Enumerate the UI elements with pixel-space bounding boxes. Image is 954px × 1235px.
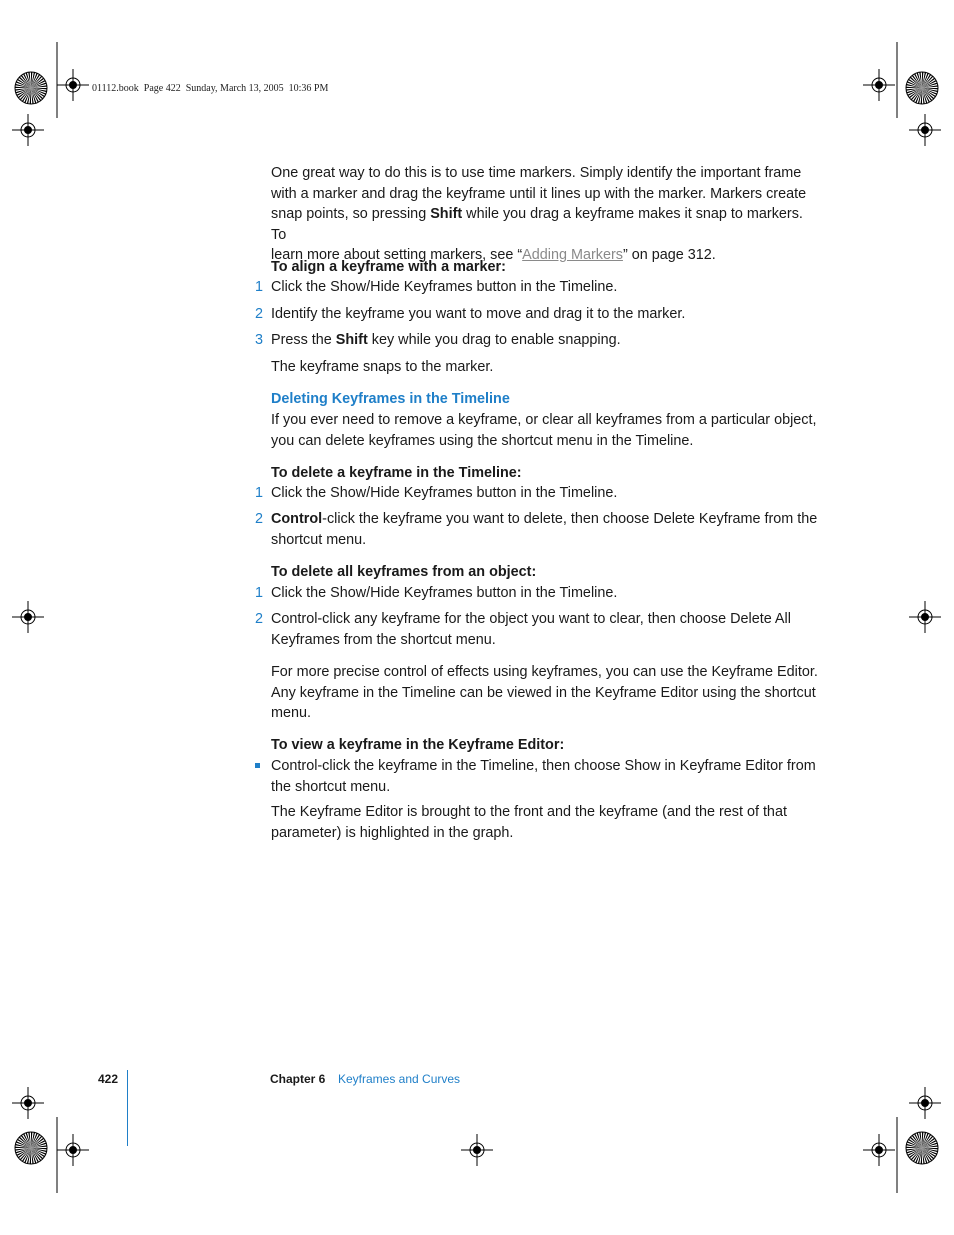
text-line: [271, 509, 821, 530]
starburst-icon: [906, 1132, 938, 1164]
text-line: One great way to do this is to use time markers. Simply identify the important frame: [271, 165, 802, 181]
step-number: 1: [254, 485, 263, 501]
view-heading: To view a keyframe in the Keyframe Editor:: [271, 737, 565, 753]
step-text: Identify the keyframe you want to move and drag it to the marker.: [271, 306, 686, 322]
crosshair-icon: [57, 1134, 89, 1166]
key-name: Shift: [335, 332, 368, 348]
view-result: [271, 802, 821, 843]
step-text: Click the Show/Hide Keyframes button in the Timeline.: [271, 585, 618, 601]
delete-one-step-2: [254, 509, 821, 550]
crosshair-icon: [863, 1134, 895, 1166]
text-span: snap points, so pressing: [271, 206, 431, 222]
text-span: ” on page 312.: [622, 247, 716, 263]
crosshair-icon: [12, 1087, 44, 1119]
delete-one-heading: To delete a keyframe in the Timeline:: [271, 465, 522, 481]
crosshair-icon: [909, 1087, 941, 1119]
text-line: Any keyframe in the Timeline can be viewed in the Keyframe Editor using the shortcut: [271, 684, 816, 701]
align-step-2: [254, 304, 821, 325]
step-number: 1: [254, 279, 263, 295]
text-line: [271, 204, 821, 245]
step-text: Click the Show/Hide Keyframes button in the Timeline.: [271, 485, 618, 501]
align-step-3: [254, 330, 821, 351]
delete-all-heading: To delete all keyframes from an object:: [271, 564, 537, 580]
text-span: while you drag a keyframe makes it snap to markers. To: [271, 206, 803, 243]
align-heading: To align a keyframe with a marker:: [271, 259, 506, 275]
intro-paragraph: [271, 163, 821, 266]
text-span: learn more about setting markers, see “: [271, 247, 523, 263]
text-line: Keyframes from the shortcut menu.: [271, 631, 496, 648]
text-line: menu.: [271, 705, 311, 721]
crosshair-icon: [461, 1134, 493, 1166]
footer-chapter-title: Keyframes and Curves: [338, 1072, 461, 1086]
footer-rule: [127, 1070, 128, 1146]
page-number: 422: [98, 1072, 119, 1086]
delete-all-step-1: [254, 583, 821, 604]
step-text: Click the Show/Hide Keyframes button in the Timeline.: [271, 279, 618, 295]
text-line: shortcut menu.: [271, 531, 367, 548]
text-line: with a marker and drag the keyframe until it lines up with the marker. Markers create: [271, 185, 807, 202]
section-title: Deleting Keyframes in the Timeline: [271, 391, 510, 407]
text-line: the shortcut menu.: [271, 778, 391, 795]
step-number: 2: [254, 306, 263, 322]
text-line: Control-click the keyframe in the Timeline, then choose Show in Keyframe Editor from: [271, 758, 816, 774]
step-number: 2: [254, 511, 263, 527]
bullet-icon: [255, 763, 260, 768]
step-number: 2: [254, 611, 263, 627]
text-line: For more precise control of effects using keyframes, you can use the Keyframe Editor.: [271, 664, 818, 680]
step-text: -click the keyframe you want to delete, then choose Delete Keyframe from the: [322, 511, 818, 527]
view-bullet-item: [271, 756, 821, 797]
step-number: 3: [254, 332, 263, 348]
key-name: Shift: [430, 206, 463, 222]
starburst-icon: [906, 72, 938, 104]
step-text: key while you drag to enable snapping.: [367, 332, 621, 348]
delete-one-step-1: [254, 483, 821, 504]
crosshair-icon: [12, 114, 44, 146]
text-line: Control-click any keyframe for the object you want to clear, then choose Delete All: [271, 611, 791, 627]
align-step-1: [254, 277, 821, 298]
starburst-icon: [15, 72, 47, 104]
step-number: 1: [254, 585, 263, 601]
key-name: Control: [271, 511, 323, 527]
crosshair-icon: [863, 69, 895, 101]
crosshair-icon: [909, 114, 941, 146]
crosshair-icon: [909, 601, 941, 633]
crosshair-icon: [57, 69, 89, 101]
delete-all-step-2: [254, 609, 821, 650]
deleting-paragraph: [271, 410, 821, 451]
step-text: Press the: [271, 332, 336, 348]
text-line: If you ever need to remove a keyframe, or clear all keyframes from a particular object,: [271, 412, 817, 428]
text-line: parameter) is highlighted in the graph.: [271, 824, 514, 841]
print-slug: 01112.book Page 422 Sunday, March 13, 2005 10:36 PM: [92, 83, 329, 94]
align-result: The keyframe snaps to the marker.: [271, 359, 494, 375]
starburst-icon: [15, 1132, 47, 1164]
crosshair-icon: [12, 601, 44, 633]
adding-markers-link[interactable]: Adding Markers: [522, 247, 623, 263]
text-line: you can delete keyframes using the shortcut menu in the Timeline.: [271, 432, 694, 449]
text-line: The Keyframe Editor is brought to the front and the keyframe (and the rest of that: [271, 804, 787, 820]
footer-chapter: Chapter 6: [270, 1072, 326, 1086]
precise-paragraph: [271, 662, 821, 724]
